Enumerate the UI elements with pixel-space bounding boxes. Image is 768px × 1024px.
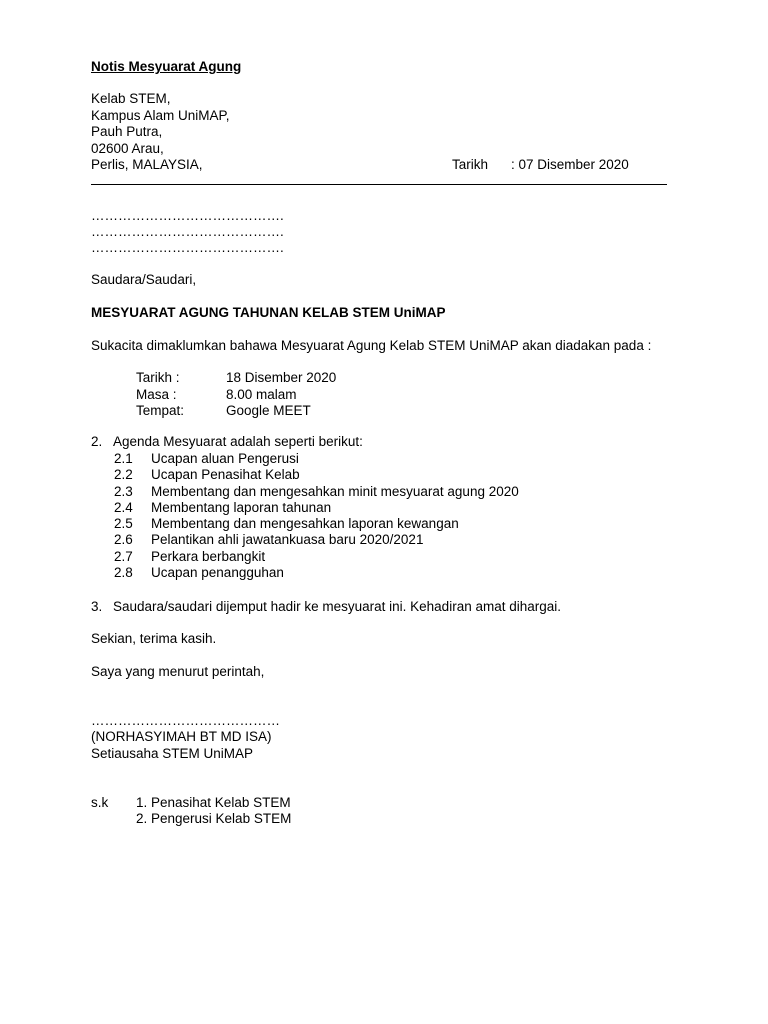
signoff-line: Saya yang menurut perintah, xyxy=(91,664,265,679)
intro-paragraph: Sukacita dimaklumkan bahawa Mesyuarat Agung Kelab STEM UniMAP akan diadakan pada : xyxy=(91,338,652,353)
signer-title: Setiausaha STEM UniMAP xyxy=(91,746,254,761)
recipient-line: ……………………………………. xyxy=(91,224,284,239)
address-line: Kelab STEM, xyxy=(91,91,171,106)
meeting-date-row xyxy=(91,370,491,387)
cc-item: 2. Pengerusi Kelab STEM xyxy=(136,811,292,826)
address-line: Perlis, MALAYSIA, xyxy=(91,157,203,172)
agenda-item-number: 2.6 xyxy=(114,532,133,548)
address-line: Pauh Putra, xyxy=(91,124,163,139)
agenda-item-number: 2.3 xyxy=(114,483,133,499)
agenda-intro: Agenda Mesyuarat adalah seperti berikut: xyxy=(113,434,363,449)
meeting-detail-value: 18 Disember 2020 xyxy=(226,370,337,385)
date-value: : 07 Disember 2020 xyxy=(511,157,629,172)
agenda-item xyxy=(91,451,651,467)
agenda-item-number: 2.7 xyxy=(114,548,133,564)
agenda-item xyxy=(91,532,651,548)
agenda-item xyxy=(91,516,651,532)
cc-label: s.k xyxy=(91,795,109,810)
cc-row xyxy=(91,811,391,827)
agenda-item-text: Perkara berbangkit xyxy=(151,548,266,564)
agenda-item-text: Membentang laporan tahunan xyxy=(151,499,332,515)
meeting-detail-value: 8.00 malam xyxy=(226,386,297,402)
header-divider xyxy=(91,184,667,185)
salutation: Saudara/Saudari, xyxy=(91,272,197,287)
agenda-item xyxy=(91,565,651,581)
address-line: 02600 Arau, xyxy=(91,140,164,156)
agenda-item-text: Membentang dan mengesahkan minit mesyuarat agung 2020 xyxy=(151,483,519,499)
agenda-item xyxy=(91,500,651,516)
agenda-list xyxy=(91,451,651,581)
agenda-item-number: 2.4 xyxy=(114,499,133,515)
sender-address xyxy=(91,91,230,174)
agenda-number: 2. xyxy=(91,434,103,449)
meeting-detail-value: Google MEET xyxy=(226,403,311,418)
agenda-item-text: Membentang dan mengesahkan laporan kewangan xyxy=(151,516,459,532)
recipient-line: ……………………………………. xyxy=(91,240,284,255)
agenda-item-number: 2.1 xyxy=(114,451,133,466)
recipient-placeholder xyxy=(91,208,284,256)
agenda-item xyxy=(91,467,651,483)
agenda-item-text: Ucapan penangguhan xyxy=(151,565,284,581)
agenda-item-text: Ucapan aluan Pengerusi xyxy=(151,451,299,466)
agenda-item xyxy=(91,549,651,565)
meeting-time-row xyxy=(91,387,491,404)
address-line: Kampus Alam UniMAP, xyxy=(91,107,230,123)
paragraph-3-text: Saudara/saudari dijemput hadir ke mesyuarat ini. Kehadiran amat dihargai. xyxy=(113,599,562,614)
agenda-item xyxy=(91,484,651,500)
agenda-item-text: Pelantikan ahli jawatankuasa baru 2020/2021 xyxy=(151,532,424,548)
agenda-item-number: 2.8 xyxy=(114,565,133,581)
notice-title: Notis Mesyuarat Agung xyxy=(91,59,242,74)
cc-row xyxy=(91,795,391,811)
cc-list xyxy=(91,795,391,827)
meeting-venue-row xyxy=(91,403,491,420)
agenda-item-text: Ucapan Penasihat Kelab xyxy=(151,467,300,483)
date-label: Tarikh xyxy=(452,157,489,172)
meeting-detail-label: Tarikh : xyxy=(136,370,180,385)
paragraph-3-number: 3. xyxy=(91,599,103,614)
agenda-item-number: 2.5 xyxy=(114,516,133,532)
notice-heading: MESYUARAT AGUNG TAHUNAN KELAB STEM UniMAP xyxy=(91,305,446,320)
meeting-details xyxy=(91,370,491,420)
meeting-detail-label: Tempat: xyxy=(136,403,185,418)
closing-line: Sekian, terima kasih. xyxy=(91,631,217,646)
signature-line: …………………………………… xyxy=(91,713,280,728)
signer-name: (NORHASYIMAH BT MD ISA) xyxy=(91,729,272,744)
cc-item: 1. Penasihat Kelab STEM xyxy=(136,795,291,810)
agenda-item-number: 2.2 xyxy=(114,467,133,483)
recipient-line: ……………………………………. xyxy=(91,208,284,223)
meeting-detail-label: Masa : xyxy=(136,386,177,402)
